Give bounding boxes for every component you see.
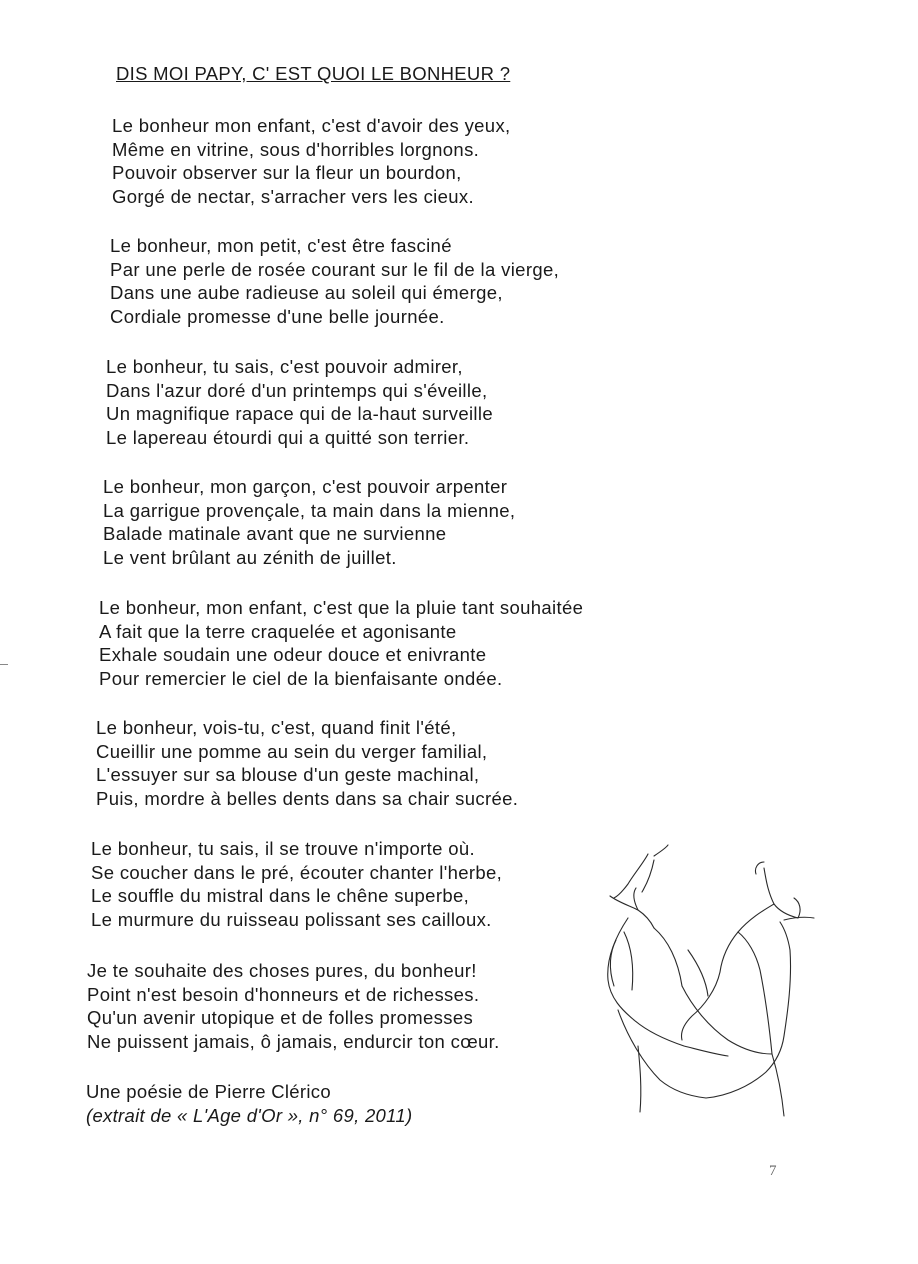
poem-line: Je te souhaite des choses pures, du bonheur! — [87, 960, 477, 981]
poem-line: Qu'un avenir utopique et de folles promesses — [87, 1007, 474, 1028]
stanza-3 — [106, 355, 493, 449]
poem-line: Par une perle de rosée courant sur le fil de la vierge, — [110, 258, 560, 280]
poem-line: Cordiale promesse d'une belle journée. — [110, 305, 445, 327]
poem-line: L'essuyer sur sa blouse d'un geste machinal, — [96, 764, 480, 785]
poem-line: Gorgé de nectar, s'arracher vers les cieux. — [112, 185, 475, 207]
poem-line: Le bonheur mon enfant, c'est d'avoir des yeux, — [112, 115, 511, 136]
source-line: (extrait de « L'Age d'Or », n° 69, 2011) — [86, 1104, 413, 1126]
poem-line: Même en vitrine, sous d'horribles lorgnons. — [112, 138, 480, 160]
stanza-5 — [99, 596, 583, 690]
poem-line: Puis, mordre à belles dents dans sa chair sucrée. — [96, 787, 519, 809]
poem-line: La garrigue provençale, ta main dans la mienne, — [103, 499, 516, 521]
poem-line: Pouvoir observer sur la fleur un bourdon, — [112, 162, 462, 183]
poem-line: A fait que la terre craquelée et agonisante — [99, 620, 457, 642]
poem-line: Le bonheur, tu sais, il se trouve n'importe où. — [91, 838, 476, 859]
poem-line: Exhale soudain une odeur douce et enivrante — [99, 644, 487, 665]
poem-line: Le vent brûlant au zénith de juillet. — [103, 546, 397, 568]
poem-line: Se coucher dans le pré, écouter chanter l'herbe, — [91, 861, 503, 883]
poem-credit — [86, 1080, 412, 1127]
poem-line: Pour remercier le ciel de la bienfaisante ondée. — [99, 667, 503, 689]
poem-line: Le bonheur, mon garçon, c'est pouvoir arpenter — [103, 476, 508, 497]
poem-line: Un magnifique rapace qui de la-haut surveille — [106, 403, 493, 424]
poem-line: Balade matinale avant que ne survienne — [103, 523, 447, 544]
page-number: 7 — [769, 1163, 777, 1179]
poem-line: Ne puissent jamais, ô jamais, endurcir ton cœur. — [87, 1030, 500, 1052]
stanza-4 — [103, 475, 515, 569]
poem-line: Le lapereau étourdi qui a quitté son terrier. — [106, 426, 470, 448]
poem-title: DIS MOI PAPY, C' EST QUOI LE BONHEUR ? — [116, 63, 511, 84]
stanza-8 — [87, 959, 500, 1053]
stanza-7 — [91, 837, 502, 931]
poem-line: Le bonheur, vois-tu, c'est, quand finit l'été, — [96, 717, 457, 738]
stanza-1 — [112, 114, 511, 208]
stanza-2 — [110, 234, 559, 328]
poem-line: Le bonheur, tu sais, c'est pouvoir admirer, — [106, 356, 463, 377]
poem-line: Le bonheur, mon enfant, c'est que la pluie tant souhaitée — [99, 597, 584, 618]
stanza-6 — [96, 716, 518, 810]
poem-line: Dans l'azur doré d'un printemps qui s'éveille, — [106, 379, 488, 401]
poem-line: Le murmure du ruisseau polissant ses cailloux. — [91, 908, 492, 930]
poem-line: Point n'est besoin d'honneurs et de richesses. — [87, 983, 480, 1005]
poem-line: Le bonheur, mon petit, c'est être fasciné — [110, 235, 452, 256]
poem-line: Le souffle du mistral dans le chêne superbe, — [91, 885, 470, 906]
poem-line: Cueillir une pomme au sein du verger familial, — [96, 740, 488, 762]
embrace-sketch-icon — [588, 840, 823, 1120]
author-line: Une poésie de Pierre Clérico — [86, 1081, 331, 1102]
scan-edge-mark — [0, 664, 8, 665]
poem-line: Dans une aube radieuse au soleil qui émerge, — [110, 282, 503, 303]
